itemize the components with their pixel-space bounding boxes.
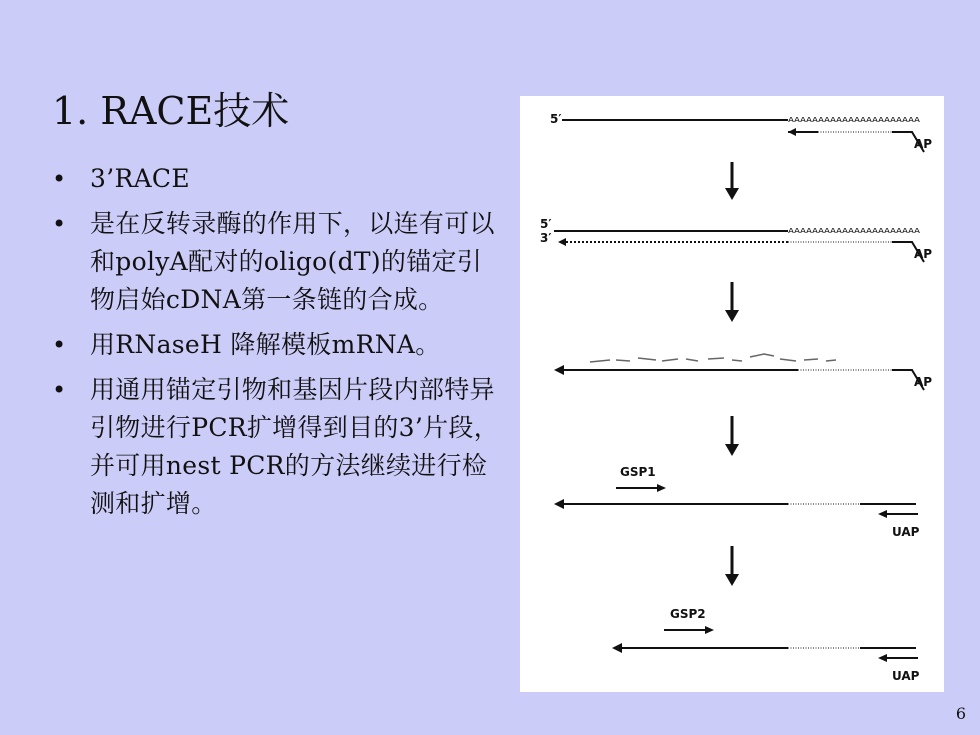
ap-label: AP	[914, 137, 933, 151]
bullet-dot: •	[52, 376, 67, 404]
step-3	[554, 354, 932, 390]
race-diagram-svg	[520, 96, 944, 692]
arrowhead-icon	[554, 365, 564, 375]
gsp1-label: GSP1	[620, 465, 656, 479]
uap-label: UAP	[892, 669, 920, 683]
page-number: 6	[955, 704, 966, 723]
five-prime-label: 5′	[550, 112, 562, 126]
bullet-dot: •	[52, 210, 67, 238]
step-1	[550, 112, 932, 152]
race-diagram	[520, 96, 944, 692]
degraded-mrna	[590, 354, 836, 362]
bullet-item	[52, 326, 502, 364]
bullet-dot: •	[52, 165, 67, 193]
down-arrowhead-icon	[725, 444, 739, 456]
arrowhead-icon	[612, 643, 622, 653]
step-5	[612, 607, 920, 683]
gsp2-label: GSP2	[670, 607, 706, 621]
five-prime-label: 5′	[540, 217, 552, 231]
bullet-text: 3’RACE	[90, 164, 190, 193]
polya-tail: AAAAAAAAAAAAAAAAAAAAAA	[788, 116, 922, 124]
ap-label: AP	[914, 375, 933, 389]
bullet-item	[52, 371, 502, 523]
arrowhead-icon	[657, 484, 666, 492]
arrowhead-icon	[558, 238, 566, 246]
bullet-text: 用通用锚定引物和基因片段内部特异引物进行PCR扩增得到目的3’片段，并可用nest PCR的方法继续进行检测和扩增。	[90, 375, 500, 518]
polya-tail: AAAAAAAAAAAAAAAAAAAAAA	[788, 227, 922, 235]
arrowhead-icon	[705, 626, 714, 634]
slide-title: 1. RACE技术	[52, 89, 290, 133]
step-2	[540, 217, 932, 262]
bullet-item	[52, 160, 502, 198]
bullet-text: 用RNaseH 降解模板mRNA。	[90, 330, 441, 359]
uap-label: UAP	[892, 525, 920, 539]
down-arrowhead-icon	[725, 188, 739, 200]
bullet-list	[52, 160, 502, 530]
arrowhead-icon	[788, 128, 796, 136]
down-arrowhead-icon	[725, 310, 739, 322]
down-arrowhead-icon	[725, 574, 739, 586]
step-4	[554, 465, 920, 539]
bullet-text: 是在反转录酶的作用下，以连有可以和polyA配对的oligo(dT)的锚定引物启始cDNA第一条链的合成。	[90, 209, 495, 314]
bullet-dot: •	[52, 331, 67, 359]
three-prime-label: 3′	[540, 231, 552, 245]
ap-label: AP	[914, 247, 933, 261]
arrowhead-icon	[878, 654, 887, 662]
arrowhead-icon	[878, 510, 887, 518]
bullet-item	[52, 205, 502, 319]
arrowhead-icon	[554, 499, 564, 509]
